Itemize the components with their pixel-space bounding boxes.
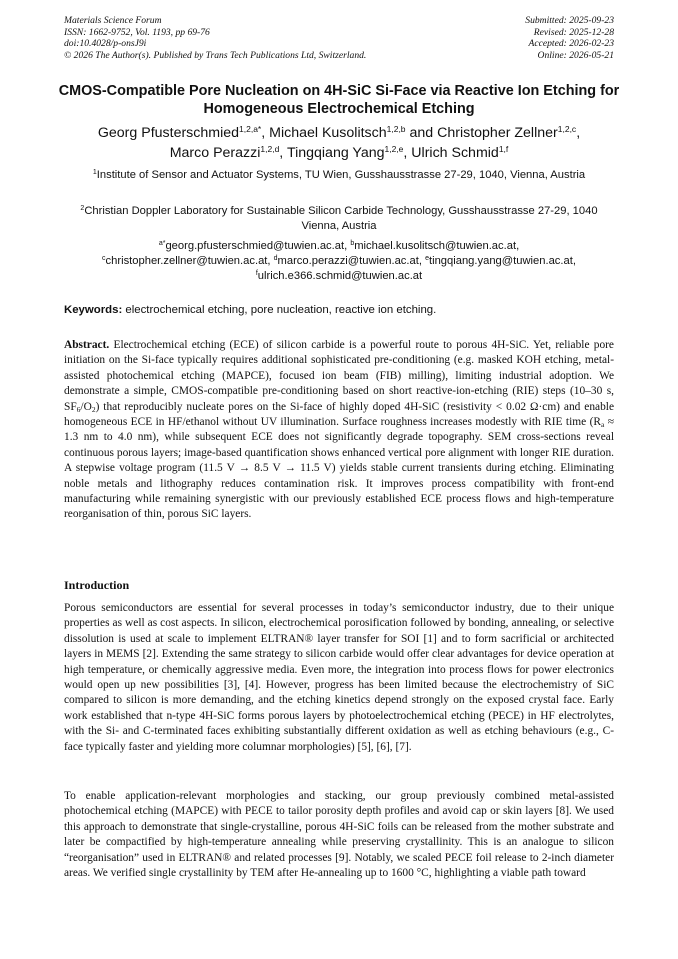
date-online: Online: 2026-05-21: [537, 49, 614, 61]
email-separator: ,: [516, 240, 520, 252]
author-name: Marco Perazzi: [169, 144, 261, 161]
email-marker: b: [350, 240, 355, 247]
journal-header: [64, 15, 614, 65]
author-name: Michael Kusolitsch: [269, 125, 387, 141]
email-marker: c: [102, 255, 106, 262]
author-separator: ,: [261, 125, 270, 141]
author-name: Tingqiang Yang: [286, 144, 385, 161]
date-submitted: Submitted: 2025-09-23: [525, 15, 614, 26]
keywords-label: Keywords:: [64, 304, 123, 316]
email-link[interactable]: georg.pfusterschmied@tuwien.ac.at: [165, 240, 345, 252]
introduction-paragraph-2: To enable application-relevant morphologies and stacking, our group previously combined metal-assisted photochemical etching (MAPCE) with PECE to tailor porosity depth profiles and avoid cap or skin layers [8]. We used this approach to demonstrate that single-crystalline, porous 4H-SiC foils can be released from the mother substrate and later be compactified by high-temperature annealing while preserving crystallinity. This is an analogue to silicon “reorganisation” used in ELTRAN® and related processes [9]. Notably, we scaled PECE foil release to 2-inch diameter areas. We verified single crystallinity by TEM after He-annealing up to 1600 °C, highlighting a viable path toward: [64, 790, 614, 880]
email-separator: ,: [267, 255, 274, 267]
email-marker: a*: [158, 240, 166, 247]
author-superscript: 1,2,d: [260, 143, 280, 154]
journal-doi: doi:10.4028/p-onsJ9i: [64, 38, 147, 50]
affiliation-text: Christian Doppler Laboratory for Sustainable Silicon Carbide Technology, Gusshausstrasse 27-29, 1040 Vienna, Austria: [84, 205, 598, 232]
author-superscript: 1,2,a*: [239, 124, 262, 134]
journal-info: [64, 15, 366, 61]
abstract-subscript: 6: [76, 404, 81, 414]
email-separator: ,: [418, 255, 426, 267]
author-separator: ,: [279, 144, 287, 161]
author-emails: [50, 239, 628, 284]
date-accepted: Accepted: 2026-02-23: [528, 38, 614, 50]
email-link[interactable]: tingqiang.yang@tuwien.ac.at: [428, 255, 573, 267]
author-name: Ulrich Schmid: [411, 144, 499, 161]
email-marker: d: [273, 255, 278, 262]
email-link[interactable]: christopher.zellner@tuwien.ac.at: [105, 255, 268, 267]
author-superscript: 1,f: [498, 143, 509, 154]
email-marker: f: [255, 270, 258, 277]
affiliation-text: Institute of Sensor and Actuator Systems, TU Wien, Gusshausstrasse 27-29, 1040, Vienna, Austria: [96, 169, 586, 181]
author-name: Georg Pfusterschmied: [97, 125, 240, 141]
publication-dates: [525, 15, 614, 61]
author-separator: ,: [576, 125, 581, 141]
affiliation-marker: 2: [80, 205, 85, 212]
affiliation-marker: 1: [92, 169, 97, 176]
keywords-text: electrochemical etching, pore nucleation, reactive ion etching.: [122, 304, 437, 316]
abstract: [64, 338, 614, 523]
email-link[interactable]: michael.kusolitsch@tuwien.ac.at: [354, 240, 517, 252]
affiliation-2: [70, 204, 608, 234]
email-link[interactable]: ulrich.e366.schmid@tuwien.ac.at: [257, 270, 423, 282]
journal-copyright: © 2026 The Author(s). Published by Trans Tech Publications Ltd, Switzerland.: [64, 49, 367, 61]
affiliation-1: [70, 168, 608, 183]
email-link[interactable]: marco.perazzi@tuwien.ac.at: [277, 255, 419, 267]
introduction-paragraph-1: Porous semiconductors are essential for several processes in today’s semiconductor industry, due to their unique properties as well as cost aspects. In silicon, electrochemical porosification followed by bonding, annealing, or selective dissolution is used at scale to implement ELTRAN® layer transfer for SOI [1] and to form sacrificial or architected layers in MEMS [2]. Extending the same strategy to silicon carbide would offer clear advantages for device operation at high temperature, or chemically aggressive media. Even more, the integration into process flows for power electronics would open up new possibilities [3], [4]. However, progress has been limited because the electrochemistry of SiC compared to silicon is more demanding, and the etching kinetics depend strongly on the exposed crystal face. Early work established that n-type 4H-SiC forms porous layers by photoelectrochemical etching (PECE) in HF electrolytes, with the Si- and C-terminated faces exhibiting substantially different oxidation as well as etching behaviours (e.g., C-face typically faster and yielding more columnar morphologies) [5], [6], [7].: [64, 602, 614, 753]
abstract-subscript: a: [600, 420, 605, 430]
abstract-text: ) that reproducibly nucleate pores on the Si-face of highly doped 4H-SiC (resistivity < 0.02 Ω·cm) and enable homogeneous ECE in HF/ethanol without UV illumination. Surface roughness increases modestly with RIE time (R: [64, 400, 614, 429]
author-superscript: 1,2,e: [384, 143, 404, 154]
author-superscript: 1,2,b: [386, 124, 406, 134]
keywords: [64, 303, 614, 318]
section-heading-introduction: Introduction: [64, 578, 130, 592]
abstract-text: ≈ 1.3 nm to 4.0 nm), while subsequent ECE does not significantly degrade topography. SEM cross-sections reveal continuous porous layers; image-based quantification shows enhanced vertical pore alignment with longer RIE duration. A stepwise voltage program (11.5 V → 8.5 V → 11.5 V) yields stable current transients during etching. Eliminating noble metals and lithography reduces contamination risk. It improves process compatibility with front-end manufacturing while remaining synergistic with our previously established ECE process flows and high-temperature reorganisation of thin, porous SiC layers.: [64, 416, 614, 521]
abstract-text: Electrochemical etching (ECE) of silicon carbide is a powerful route to porous 4H-SiC. Yet, reliable pore initiation on the Si-face typically requires additional sophisticated pre-conditioning (e.g. masked KOH etching, metal-assisted photochemical etching (MAPCE), focused ion beam (FIB) milling), limiting industrial adoption. We demonstrate a simple, CMOS-compatible pre-conditioning based on short reactive-ion-etching (RIE) steps (10–30 s, SF: [64, 339, 614, 413]
email-marker: e: [425, 255, 429, 262]
author-list: [40, 124, 638, 163]
email-separator: ,: [344, 240, 351, 252]
abstract-text: /O: [80, 400, 92, 413]
abstract-label: Abstract.: [64, 339, 110, 351]
journal-name: Materials Science Forum: [64, 15, 162, 26]
author-separator: and: [405, 125, 438, 141]
email-separator: ,: [572, 255, 576, 267]
author-separator: ,: [403, 144, 412, 161]
date-revised: Revised: 2025-12-28: [533, 26, 614, 38]
paper-title: CMOS-Compatible Pore Nucleation on 4H-SiC Si-Face via Reactive Ion Etching for Homogeneous Electrochemical Etching: [58, 83, 620, 117]
journal-issn: ISSN: 1662-9752, Vol. 1193, pp 69-76: [64, 26, 210, 38]
abstract-subscript: 2: [91, 404, 96, 414]
author-superscript: 1,2,c: [557, 124, 577, 134]
author-name: Christopher Zellner: [437, 125, 558, 141]
